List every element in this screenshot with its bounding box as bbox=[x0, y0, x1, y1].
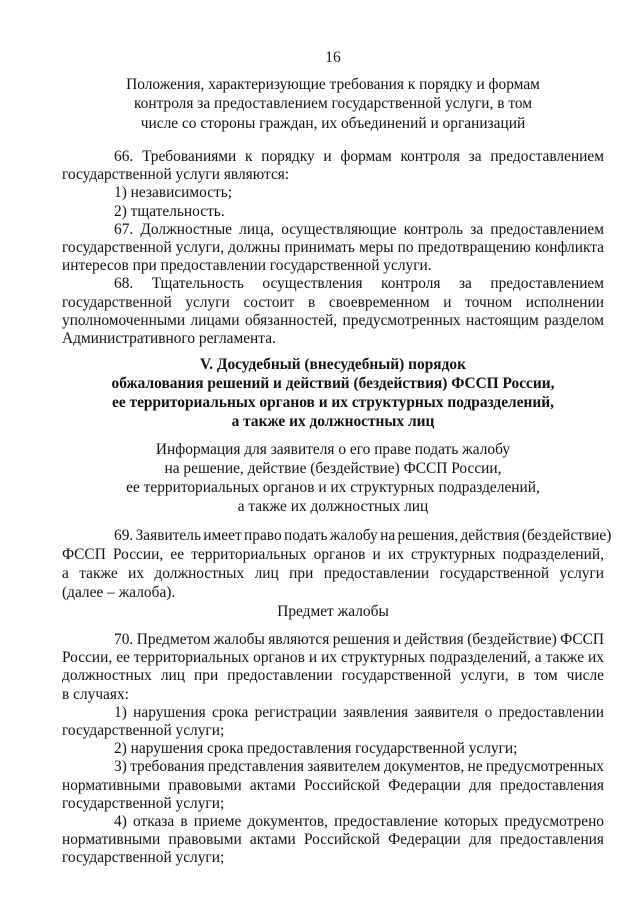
text-line: Информация для заявителя о его праве подать жалобу bbox=[155, 441, 511, 458]
text-line: 67. Должностные лица, осуществляющие контроль за предоставлением bbox=[114, 220, 604, 238]
text-line: 68. Тщательность осуществления контроля за предоставлением bbox=[114, 275, 604, 293]
para-69 bbox=[62, 526, 612, 621]
text-line: интересов при предоставлении государственной услуги. bbox=[62, 257, 432, 275]
text-line: России, ее территориальных органов и их структурных подразделений, а также их bbox=[62, 649, 604, 667]
text-line: 2) тщательность. bbox=[114, 202, 225, 220]
para-70 bbox=[62, 631, 604, 867]
text-line: 69. Заявитель имеет право подать жалобу на решения, действия (бездействие) bbox=[114, 527, 612, 544]
text-line: государственной услуги, должны принимать меры по предотвращению конфликта bbox=[62, 238, 604, 256]
text-line: контроля за предоставлением государственной услуги, в том bbox=[133, 95, 533, 113]
text-line: нормативными правовыми актами Российской Федерации для предоставления bbox=[62, 831, 604, 849]
info-heading bbox=[62, 440, 604, 516]
text-line: 3) требования представления заявителем документов, не предусмотренных bbox=[114, 758, 604, 776]
text-line: государственной услуги; bbox=[62, 794, 225, 812]
text-line: 4) отказа в приеме документов, предоставление которых предусмотрено bbox=[114, 812, 604, 830]
text-line: (далее – жалоба). bbox=[62, 584, 176, 601]
control-body bbox=[62, 148, 604, 348]
control-heading bbox=[62, 75, 604, 133]
text-line: государственной услуги; bbox=[62, 849, 225, 867]
text-line: уполномоченными лицами обязанностей, предусмотренных настоящим разделом bbox=[62, 311, 604, 329]
text-line: Положения, характеризующие требования к порядку и формам bbox=[126, 76, 540, 93]
text-line: а также их должностных лиц при предоставлении государственной услуги bbox=[62, 565, 604, 582]
text-line: должностных лиц при предоставлении государственной услуги, в том числе bbox=[62, 667, 604, 685]
text-line: ее территориальных органов и их структурных подразделений, bbox=[126, 479, 540, 496]
page-number bbox=[62, 48, 604, 67]
text-line: государственной услуги; bbox=[62, 721, 225, 739]
text-line: нормативными правовыми актами Российской Федерации для предоставления bbox=[62, 776, 604, 794]
text-line: числе со стороны граждан, их объединений и организаций bbox=[140, 114, 526, 132]
text-line: государственной услуги состоит в своевременном и точном исполнении bbox=[62, 293, 604, 311]
text-line: Административного регламента. bbox=[62, 329, 276, 347]
section-v-heading bbox=[62, 356, 604, 432]
text-line: ее территориальных органов и их структурных подразделений, bbox=[112, 393, 554, 411]
text-line: 1) нарушения срока регистрации заявления заявителя о предоставлении bbox=[114, 703, 604, 721]
page-number-text: 16 bbox=[325, 49, 341, 66]
text-line: государственной услуги являются: bbox=[62, 166, 290, 184]
text-line: ФССП России, ее территориальных органов и их структурных подразделений, bbox=[62, 546, 604, 563]
text-line: обжалования решений и действий (бездействия) ФССП России, bbox=[111, 374, 555, 392]
text-line: 66. Требованиями к порядку и формам контроля за предоставлением bbox=[114, 148, 604, 165]
text-line: V. Досудебный (внесудебный) порядок bbox=[200, 356, 466, 373]
text-line: на решение, действие (бездействие) ФССП России, bbox=[164, 460, 502, 477]
text-line: а также их должностных лиц bbox=[237, 498, 429, 515]
text-line: 70. Предметом жалобы являются решения и действия (бездействие) ФССП bbox=[114, 631, 604, 648]
text-line: а также их должностных лиц bbox=[231, 412, 435, 430]
text-line: 2) нарушения срока предоставления государственной услуги; bbox=[114, 740, 518, 758]
text-line: в случаях: bbox=[62, 685, 129, 703]
text-line: 1) независимость; bbox=[114, 184, 233, 202]
text-line: Предмет жалобы bbox=[277, 603, 389, 620]
